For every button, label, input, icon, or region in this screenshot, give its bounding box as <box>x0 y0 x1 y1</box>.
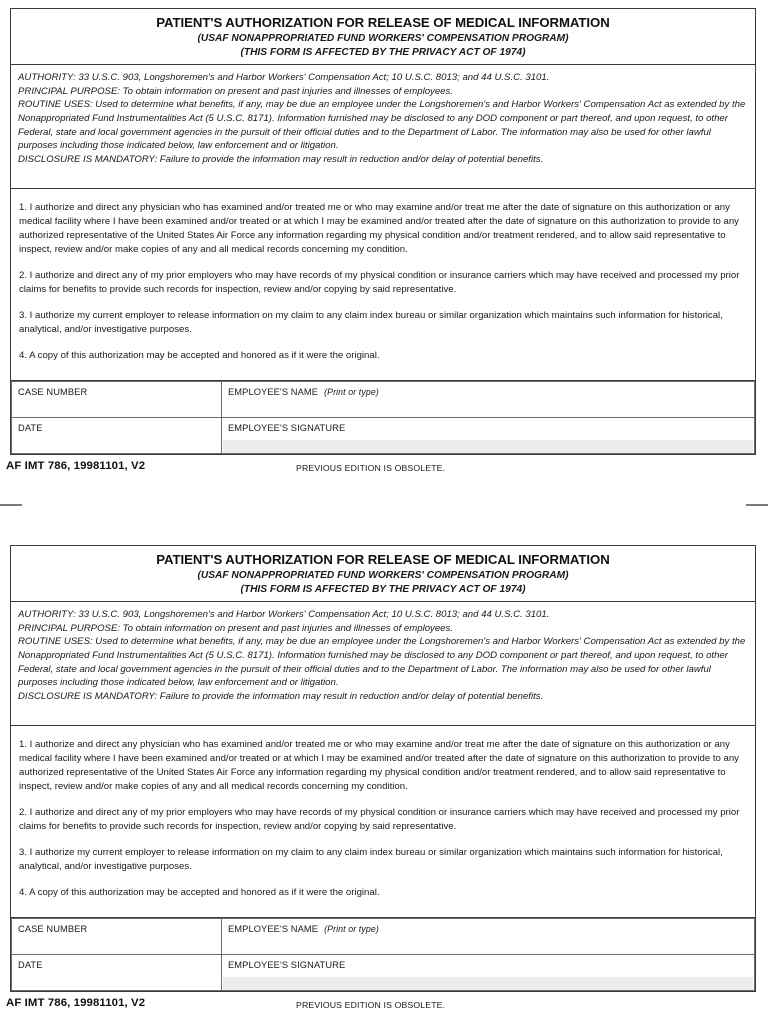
employee-signature-field[interactable] <box>222 418 755 454</box>
privacy-disclosure-line: DISCLOSURE IS MANDATORY: Failure to provide the information may result in reduction and/or delay of potential benefits. <box>18 690 544 702</box>
page-title: PATIENT'S AUTHORIZATION FOR RELEASE OF MEDICAL INFORMATION <box>156 15 610 30</box>
signature-table <box>11 381 755 454</box>
date-label: DATE <box>18 423 43 434</box>
form-border-box <box>10 8 756 455</box>
table-row <box>12 919 755 955</box>
clause-1: 1. I authorize and direct any physician who has examined and/or treated me or who may examine and/or treat me after the date of signature on this authorization or any medical facility where I have been examined and/or treated or at which I may be examined and/or treated after the date of signature on this authorization to provide to any authorized representative of the United States Air Force any information regarding my physical condition and/or treatment rendered, and to allow said representative to inspect, review and/or make copies of any and all medical records concerning my condition. <box>19 739 739 793</box>
previous-edition-note: PREVIOUS EDITION IS OBSOLETE. <box>296 1000 446 1011</box>
page-separator <box>0 504 768 506</box>
form-subtitle-program: (USAF NONAPPROPRIATED FUND WORKERS' COMPENSATION PROGRAM) <box>197 33 569 45</box>
form-designation: AF IMT 786, 19981101, V2 <box>6 460 146 473</box>
clause-4: 4. A copy of this authorization may be accepted and honored as if it were the original. <box>19 886 380 898</box>
form-copy-2 <box>6 545 756 1014</box>
employee-signature-label: EMPLOYEE'S SIGNATURE <box>228 423 346 434</box>
case-number-label: CASE NUMBER <box>18 924 88 935</box>
employee-signature-field[interactable] <box>222 955 755 991</box>
privacy-principal-purpose-line: PRINCIPAL PURPOSE: To obtain information on present and past injuries and illnesses of employees. <box>18 622 453 634</box>
signature-entry-area[interactable] <box>223 977 753 990</box>
signature-table <box>11 918 755 991</box>
employee-signature-label: EMPLOYEE'S SIGNATURE <box>228 960 346 971</box>
form-subtitle-privacy-act: (THIS FORM IS AFFECTED BY THE PRIVACY ACT OF 1974) <box>240 583 526 595</box>
date-label: DATE <box>18 960 43 971</box>
form-header <box>11 9 755 65</box>
form-subtitle-privacy-act: (THIS FORM IS AFFECTED BY THE PRIVACY ACT OF 1974) <box>240 46 526 58</box>
signature-entry-area[interactable] <box>223 440 753 453</box>
form-designation: AF IMT 786, 19981101, V2 <box>6 997 146 1010</box>
case-number-field[interactable] <box>12 919 222 955</box>
form-border-box <box>10 545 756 992</box>
case-number-label: CASE NUMBER <box>18 387 88 398</box>
privacy-routine-uses-line: ROUTINE USES: Used to determine what benefits, if any, may be due an employee under the Longshoremen's and Harbor Workers' Compensation Act as extended by the Nonappropriated Fund Instrumentalities Act (5 U.S.C. 8171). Information furnished may be disclosed to any DOD component or part thereof, and upon request, to other Federal, state and local government agencies in the pursuit of their official duties and to the Department of Labor. The information may also be used for other lawful purposes including those indicated below, law enforcement and or litigation. <box>18 99 746 152</box>
authorization-clauses <box>11 189 755 381</box>
employee-name-hint: (Print or type) <box>324 387 379 398</box>
clause-1: 1. I authorize and direct any physician who has examined and/or treated me or who may examine and/or treat me after the date of signature on this authorization or any medical facility where I have been examined and/or treated or at which I may be examined and/or treated after the date of signature on this authorization to provide to any authorized representative of the United States Air Force any information regarding my physical condition and/or treatment rendered, and to allow said representative to inspect, review and/or make copies of any and all medical records concerning my condition. <box>19 202 739 256</box>
employee-name-label-text: EMPLOYEE'S NAME <box>228 924 319 935</box>
employee-name-field[interactable] <box>222 382 755 418</box>
page-separator-tick-right <box>746 504 768 506</box>
form-header <box>11 546 755 602</box>
table-row <box>12 955 755 991</box>
employee-name-label <box>228 924 748 934</box>
privacy-routine-uses-line: ROUTINE USES: Used to determine what benefits, if any, may be due an employee under the Longshoremen's and Harbor Workers' Compensation Act as extended by the Nonappropriated Fund Instrumentalities Act (5 U.S.C. 8171). Information furnished may be disclosed to any DOD component or part thereof, and upon request, to other Federal, state and local government agencies in the pursuit of their official duties and to the Department of Labor. The information may also be used for other lawful purposes including those indicated below, law enforcement and or litigation. <box>18 636 746 689</box>
privacy-act-statement <box>11 65 755 189</box>
privacy-principal-purpose-line: PRINCIPAL PURPOSE: To obtain information on present and past injuries and illnesses of employees. <box>18 85 453 97</box>
form-footer <box>6 458 756 480</box>
previous-edition-note: PREVIOUS EDITION IS OBSOLETE. <box>296 463 446 474</box>
employee-name-hint: (Print or type) <box>324 924 379 935</box>
form-footer <box>6 995 756 1014</box>
privacy-disclosure-line: DISCLOSURE IS MANDATORY: Failure to provide the information may result in reduction and/or delay of potential benefits. <box>18 153 544 165</box>
clause-2: 2. I authorize and direct any of my prior employers who may have records of my physical condition or insurance carriers which may have received and processed my prior claims for benefits to provide such records for inspection, review and/or copying by said representative. <box>19 269 740 295</box>
privacy-authority-line: AUTHORITY: 33 U.S.C. 903, Longshoremen's and Harbor Workers' Compensation Act; 10 U.S.C. 8013; and 44 U.S.C. 3101. <box>18 72 550 84</box>
date-field[interactable] <box>12 418 222 454</box>
page-separator-tick-left <box>0 504 22 506</box>
case-number-field[interactable] <box>12 382 222 418</box>
privacy-act-statement <box>11 602 755 726</box>
employee-name-label-text: EMPLOYEE'S NAME <box>228 387 319 398</box>
table-row <box>12 382 755 418</box>
clause-3: 3. I authorize my current employer to release information on my claim to any claim index bureau or similar organization which maintains such information for historical, analytical, and/or investigative purposes. <box>19 846 723 872</box>
clause-3: 3. I authorize my current employer to release information on my claim to any claim index bureau or similar organization which maintains such information for historical, analytical, and/or investigative purposes. <box>19 309 723 335</box>
employee-name-field[interactable] <box>222 919 755 955</box>
date-field[interactable] <box>12 955 222 991</box>
employee-name-label <box>228 387 748 397</box>
authorization-clauses <box>11 726 755 918</box>
clause-2: 2. I authorize and direct any of my prior employers who may have records of my physical condition or insurance carriers which may have received and processed my prior claims for benefits to provide such records for inspection, review and/or copying by said representative. <box>19 806 740 832</box>
form-copy-1 <box>6 8 756 480</box>
page-title: PATIENT'S AUTHORIZATION FOR RELEASE OF MEDICAL INFORMATION <box>156 552 610 567</box>
privacy-authority-line: AUTHORITY: 33 U.S.C. 903, Longshoremen's and Harbor Workers' Compensation Act; 10 U.S.C. 8013; and 44 U.S.C. 3101. <box>18 609 550 621</box>
form-subtitle-program: (USAF NONAPPROPRIATED FUND WORKERS' COMPENSATION PROGRAM) <box>197 570 569 582</box>
clause-4: 4. A copy of this authorization may be accepted and honored as if it were the original. <box>19 349 380 361</box>
table-row <box>12 418 755 454</box>
